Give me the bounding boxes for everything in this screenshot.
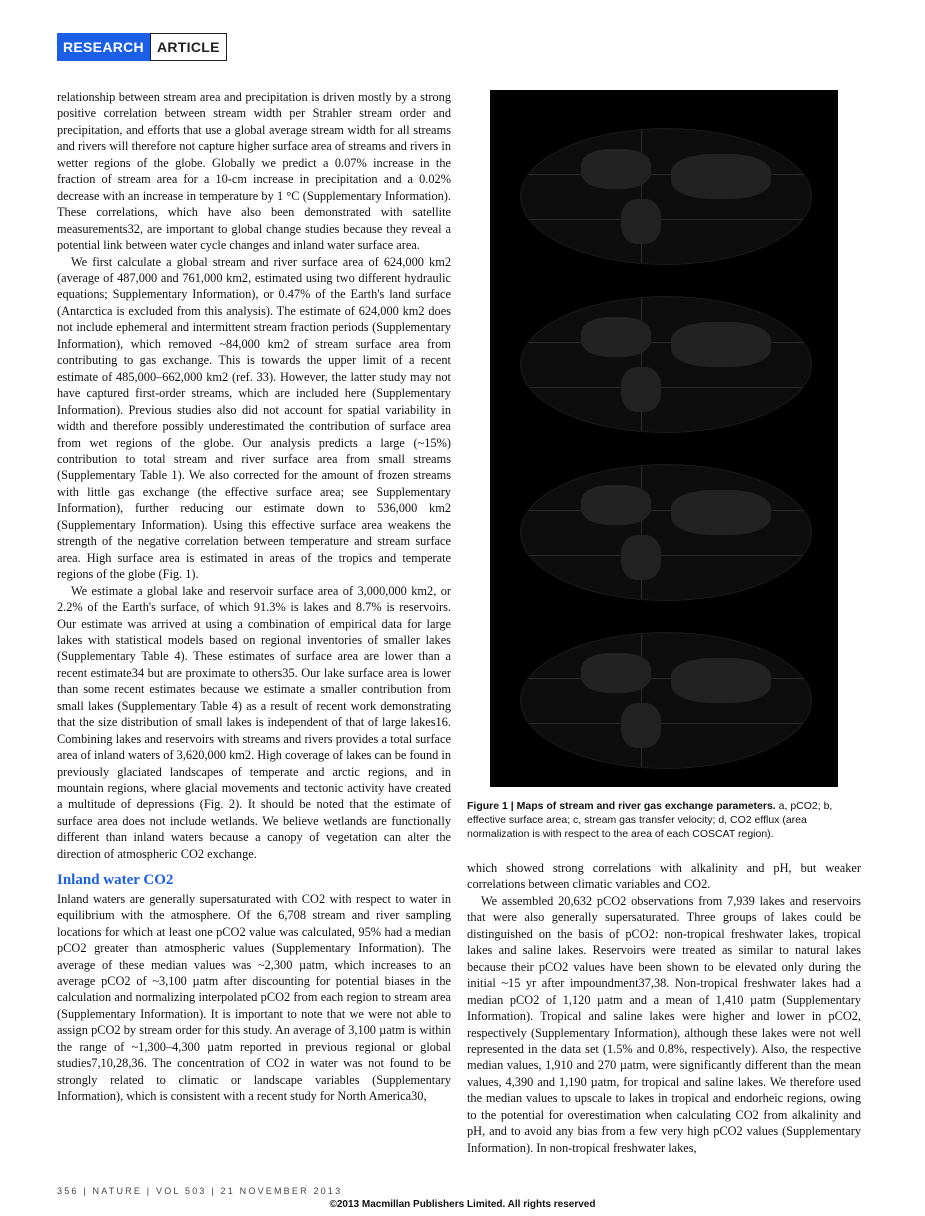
badge-research: RESEARCH: [57, 33, 150, 61]
section-heading: Inland water CO2: [57, 872, 174, 889]
paragraph: which showed strong correlations with alkalinity and pH, but weaker correlations between climatic variables and CO2.: [467, 861, 861, 892]
paragraph: We assembled 20,632 pCO2 observations from 7,939 lakes and reservoirs that were also generally supersaturated. Three groups of lakes could be distinguished on the basis of pCO2: non-tropical freshwater lakes, tropical lakes and saline lakes. Reservoirs were treated as similar to natural lakes because their pCO2 values have been shown to be elevated only during the initial ~15 yr after impoundment37,38. Non-tropical freshwater lakes had a median pCO2 of 1,120 µatm and a mean of 1,410 µatm (Supplementary Information). Tropical and saline lakes were higher and lower in pCO2, respectively (Supplementary Information), although these lakes were not well represented in the data set (1.5% and 0.8%, respectively). Also, the respective median values, 1,910 and 270 µatm, were significantly different than the mean values, 4,390 and 1,190 µatm, for tropical and saline lakes. We therefore used the median values to upscale to lakes in tropical and endorheic regions, owing to the potential for overestimation when calculating CO2 from alkalinity and pH, and to avoid any bias from a few very high pCO2 values (Supplementary Information). In non-tropical freshwater lakes,: [467, 893, 861, 1155]
map-b: [520, 296, 812, 433]
map-c: [520, 464, 812, 601]
map-d: [520, 632, 812, 769]
article-badge: [57, 33, 227, 61]
map-a: [520, 128, 812, 265]
paragraph: relationship between stream area and precipitation is driven mostly by a strong positive correlation between stream width per Strahler stream order and precipitation, and efforts that use a global average stream width for all streams and rivers will therefore not capture higher surface area of streams and rivers in wetter regions of the globe. Globally we predict a 0.07% increase in the fraction of stream area for a 10-cm increase in precipitation and a 0.02% decrease with an increase in temperature by 1 °C (Supplementary Information). These correlations, which have also been demonstrated with satellite measurements32, are important to global change studies because they reveal a potential link between water cycle changes and inland water surface area.: [57, 90, 451, 253]
page-footer: 356 | NATURE | VOL 503 | 21 NOVEMBER 2013: [57, 1186, 343, 1196]
badge-article: ARTICLE: [150, 33, 227, 61]
caption-label: Figure 1 | Maps of stream and river gas exchange parameters.: [467, 800, 776, 812]
paragraph: We estimate a global lake and reservoir surface area of 3,000,000 km2, or 2.2% of the Earth's surface, of which 91.3% is lakes and 8.7% is reservoirs. Our estimate was arrived at using a combination of empirical data for large lakes with statistical models based on regional inventories of smaller lakes (Supplementary Table 4). These estimates of surface area are lower than a recent estimate34 but are proximate to others35. Our lake surface area is lower than some recent estimates because we estimate a smaller contribution from small lakes (Supplementary Table 4) as a result of recent work demonstrating that the size distribution of small lakes is independent of that of large lakes16. Combining lakes and reservoirs with streams and rivers provides a total surface area of inland waters of 3,620,000 km2. High coverage of lakes can be found in previously glaciated landscapes of temperate and arctic regions, and in mountain regions, where glacial movements and tectonic activity have created a multitude of depressions (Fig. 2). It should be noted that the estimate of surface area does not include wetlands. We believe wetlands are functionally different than inland waters because a canopy of vegetation can alter the direction of atmospheric CO2 exchange.: [57, 583, 451, 861]
copyright: ©2013 Macmillan Publishers Limited. All rights reserved: [329, 1199, 596, 1210]
caption-text: a, pCO2; b, effective surface area; c, stream gas transfer velocity; d, CO2 efflux (area normalization is with respect to the area of each COSCAT region).: [467, 800, 833, 840]
figure-caption: [467, 799, 861, 841]
paragraph: Inland waters are generally supersaturated with CO2 with respect to water in equilibrium with the atmosphere. Of the 6,708 stream and river sampling locations for which at least one pCO2 value was calculated, 95% had a median pCO2 greater than atmospheric values (Supplementary Information). The average of these median values was ~2,300 µatm, which increases to an average pCO2 of ~3,100 µatm after discounting for potential biases in the calculation and normalizing interpolated pCO2 from each region to stream area (Supplementary Information). It is important to note that we were not able to assign pCO2 by stream order for this study. An average of 3,100 µatm is within the range of ~1,300–4,300 µatm reported in previous regional or global studies7,10,28,36. The concentration of CO2 in water was not found to be strongly related to climatic or landscape variables (Supplementary Information), which is consistent with a recent study for North America30,: [57, 891, 451, 1104]
figure-1-maps: [490, 90, 838, 787]
paragraph: We first calculate a global stream and river surface area of 624,000 km2 (average of 487,000 and 761,000 km2, estimated using two different hydraulic equations; Supplementary Information), or 0.47% of the Earth's land surface (Antarctica is excluded from this analysis). The estimate of 624,000 km2 does not include ephemeral and intermittent stream fraction periods (Supplementary Information), which removed ~84,000 km2 of stream surface area from contributing to gas exchange. This is towards the upper limit of a recent estimate of 485,000–662,000 km2 (ref. 33). However, the latter study may not have captured first-order streams, which are included here (Supplementary Information). Previous studies also did not account for spatial variability in width and therefore possibly underestimated the contribution of surface area from wet regions of the globe. Our analysis predicts a large (~15%) contribution to total stream and river surface area from small streams (Supplementary Table 1). We also corrected for the amount of frozen streams with little gas exchange (the effective surface area; see Supplementary Information), further reducing our estimate down to 536,000 km2 (Supplementary Information). Using this effective surface area weakens the strength of the negative correlation between temperature and stream surface area. High surface area is estimated in areas of the tropics and temperate regions of the globe (Fig. 1).: [57, 254, 451, 582]
left-column: [57, 89, 451, 1105]
right-column: [467, 860, 861, 1156]
